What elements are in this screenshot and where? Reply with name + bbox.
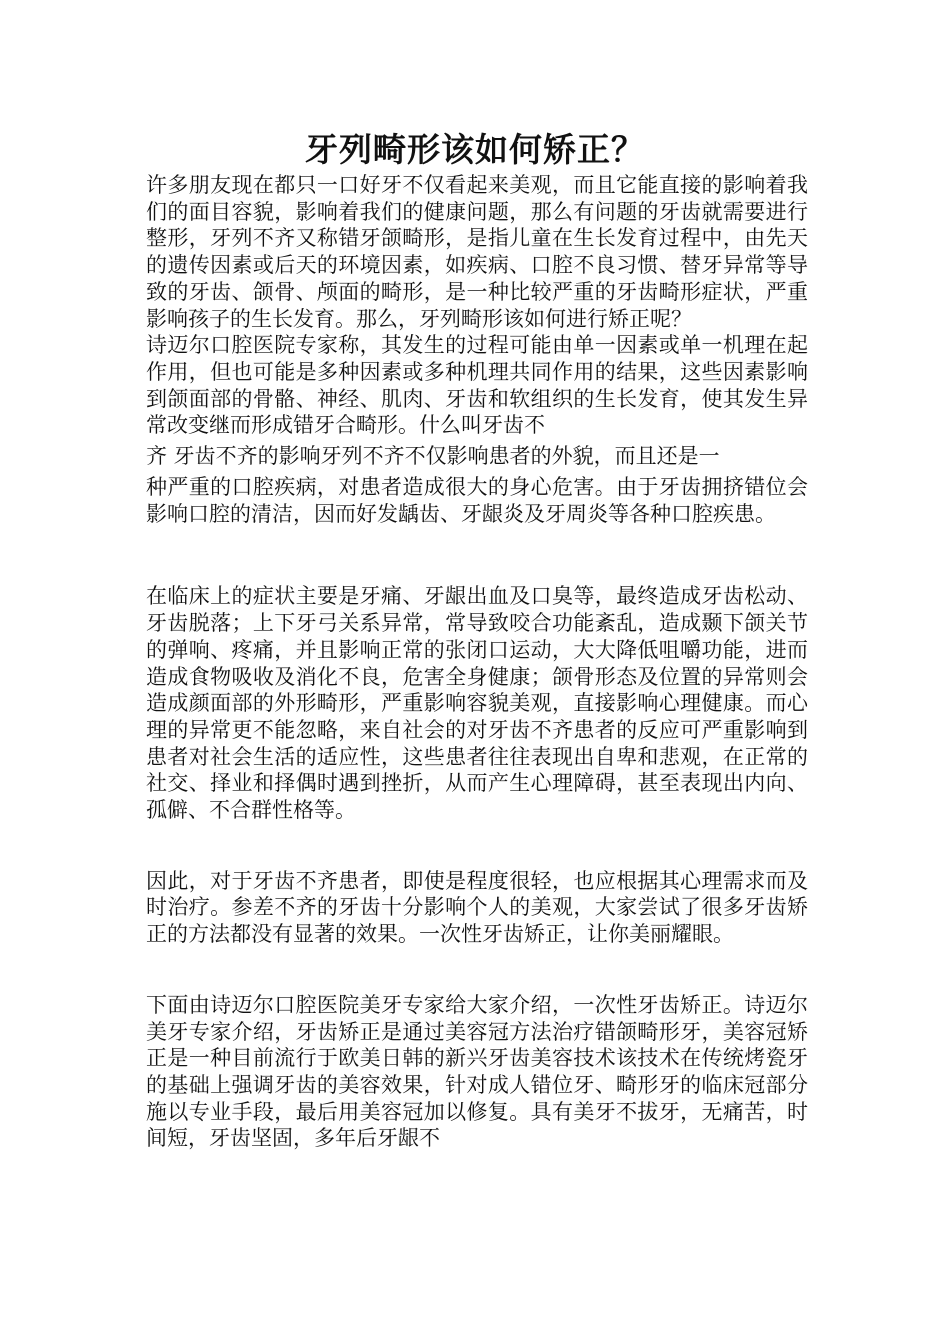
paragraph-spacer [146, 948, 808, 992]
page-title: 牙列畸形该如何矫正？ [305, 130, 645, 169]
paragraph-introduction-expert: 下面由诗迈尔口腔医院美牙专家给大家介绍，一次性牙齿矫正。诗迈尔美牙专家介绍，牙齿矫正是通过美容冠方法治疗错颌畸形牙，美容冠矫正是一种目前流行于欧美日韩的新兴牙齿美容技术该技术在传统烤瓷牙的基础上强调牙齿的美容效果，针对成人错位牙、畸形牙的临床冠部分施以专业手段，最后用美容冠加以修复。具有美牙不拔牙，无痛苦，时间短，牙齿坚固，多年后牙龈不 [146, 992, 808, 1151]
paragraph-intro: 许多朋友现在都只一口好牙不仅看起来美观，而且它能直接的影响着我们的面目容貌，影响着我们的健康问题，那么有问题的牙齿就需要进行整形，牙列不齐又称错牙颌畸形，是指儿童在生长发育过程中，由先天的遗传因素或后天的环境因素，如疾病、口腔不良习惯、替牙异常等导致的牙齿、颌骨、颅面的畸形，是一种比较严重的牙齿畸形症状，严重影响孩子的生长发育。那么，牙列畸形该如何进行矫正呢？ [146, 173, 808, 331]
paragraph-effects-line: 齐 牙齿不齐的影响牙列不齐不仅影响患者的外貌，而且还是一 [146, 444, 720, 469]
paragraph-disease: 种严重的口腔疾病，对患者造成很大的身心危害。由于牙齿拥挤错位会影响口腔的清洁，因而好发龋齿、牙龈炎及牙周炎等各种口腔疾患。 [146, 475, 808, 526]
paragraph-spacer [146, 527, 808, 583]
paragraph-causes: 诗迈尔口腔医院专家称，其发生的过程可能由单一因素或单一机理在起作用，但也可能是多种因素或多种机理共同作用的结果，这些因素影响到颌面部的骨骼、神经、肌肉、牙齿和软组织的生长发育，使其发生异常改变继而形成错牙合畸形。什么叫牙齿不 [146, 333, 808, 438]
paragraph-symptoms: 在临床上的症状主要是牙痛、牙龈出血及口臭等，最终造成牙齿松动、牙齿脱落；上下牙弓关系异常，常导致咬合功能紊乱，造成颞下颌关节的弹响、疼痛，并且影响正常的张闭口运动，大大降低咀嚼功能，进而造成食物吸收及消化不良，危害全身健康；颌骨形态及位置的异常则会造成颜面部的外形畸形，严重影响容貌美观，直接影响心理健康。而心理的异常更不能忽略，来自社会的对牙齿不齐患者的反应可严重影响到患者对社会生活的适应性，这些患者往往表现出自卑和悲观，在正常的社交、择业和择偶时遇到挫折，从而产生心理障碍，甚至表现出内向、孤僻、不合群性格等。 [146, 584, 808, 823]
document-body [146, 172, 808, 1152]
paragraph-spacer [146, 824, 808, 868]
paragraph-treatment: 因此，对于牙齿不齐患者，即使是程度很轻，也应根据其心理需求而及时治疗。参差不齐的牙齿十分影响个人的美观，大家尝试了很多牙齿矫正的方法都没有显著的效果。一次性牙齿矫正，让你美丽耀眼。 [146, 868, 808, 947]
